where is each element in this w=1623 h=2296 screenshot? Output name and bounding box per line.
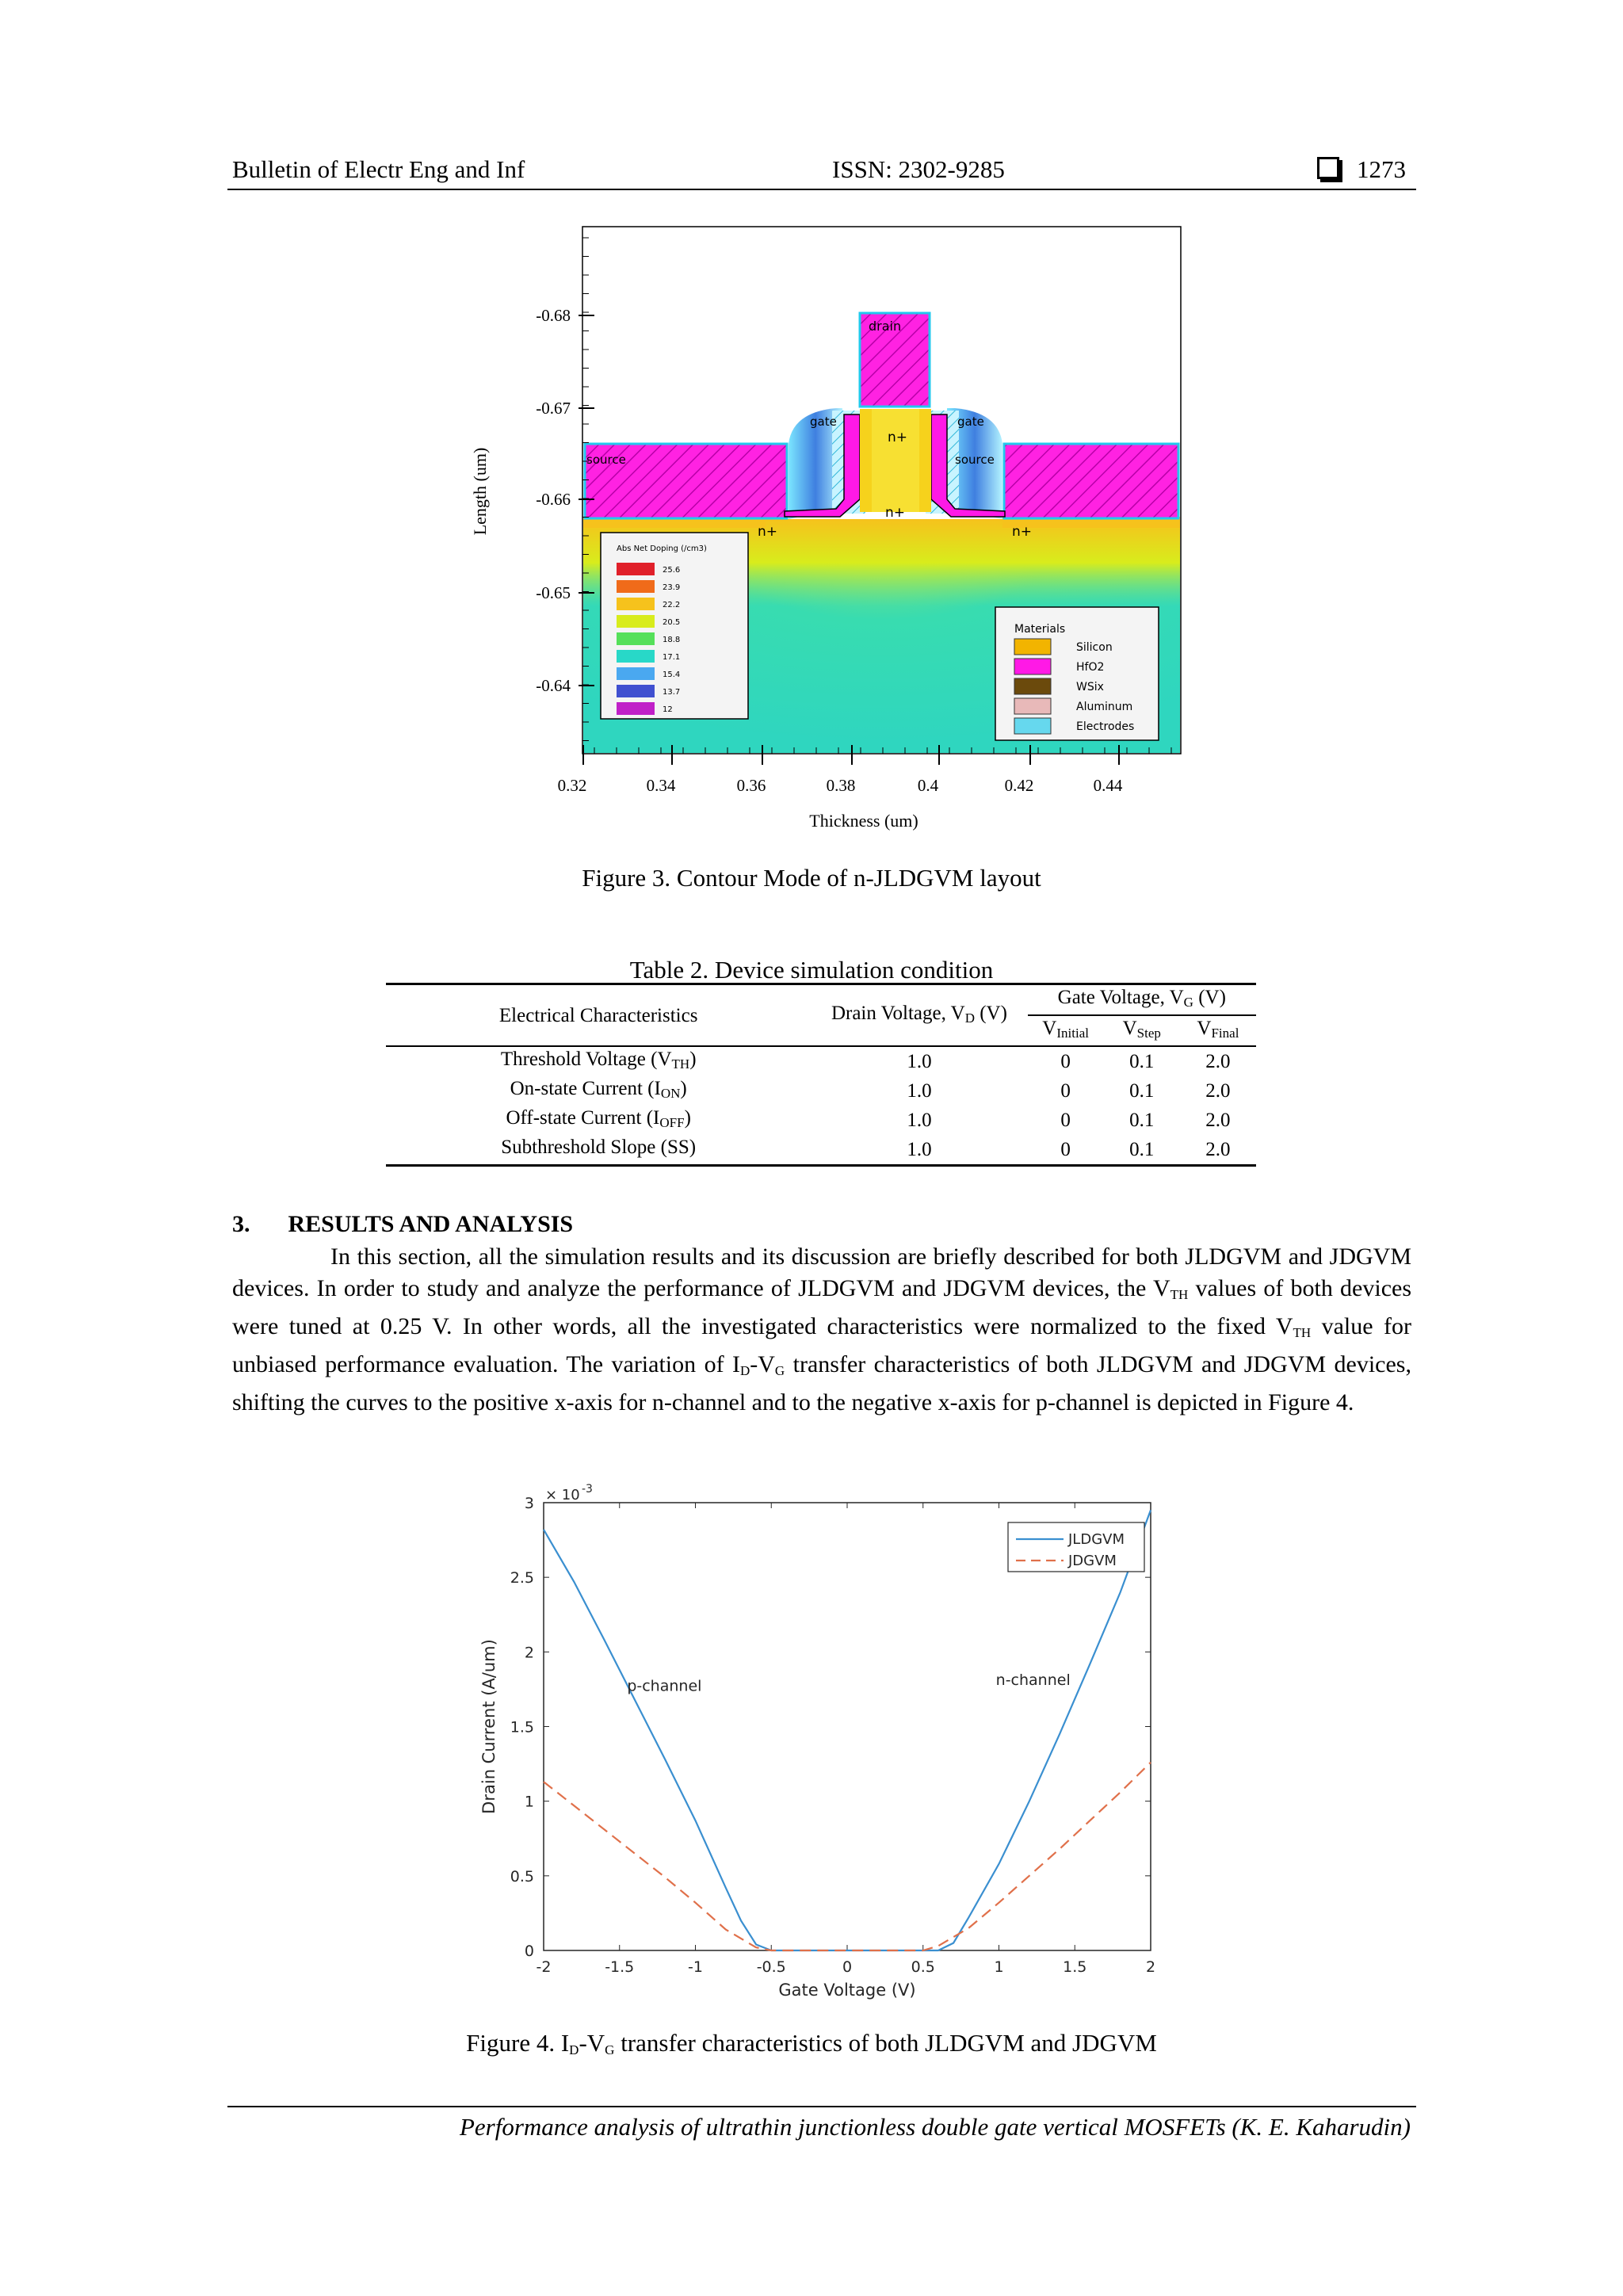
y-tick-label: 1	[524, 1793, 534, 1811]
th-v-initial: $V_{Initial}$	[1042, 1018, 1089, 1041]
row-vd: 1.0	[907, 1139, 932, 1160]
y-axis-label: Drain Current (A/um)	[479, 1639, 498, 1814]
doping-value: 20.5	[663, 618, 681, 627]
footer-text: Performance analysis of ultrathin junctionless double gate vertical MOSFETs (K. E. Kaharudin)	[459, 2113, 1411, 2141]
material-name: HfO2	[1076, 661, 1105, 674]
row-name: Subthreshold Slope (SS)	[501, 1137, 697, 1158]
y-tick-label: 3	[524, 1495, 534, 1512]
x-tick-label: 1	[994, 1958, 1004, 1976]
doping-swatch	[617, 702, 655, 715]
row-vd: 1.0	[907, 1110, 932, 1131]
fig3-y-tick-label: -0.67	[536, 399, 571, 418]
fig3-x-tick-label: 0.4	[917, 776, 939, 795]
doping-value: 18.8	[663, 636, 681, 644]
row-vi: 0	[1060, 1080, 1071, 1102]
doping-value: 13.7	[663, 688, 681, 697]
drain-label: drain	[869, 319, 902, 334]
y-tick-label: 0	[524, 1943, 534, 1960]
doping-legend	[601, 533, 748, 719]
page-number: 1273	[1357, 155, 1406, 183]
table-row	[386, 1106, 1256, 1135]
table-2	[386, 983, 1256, 1167]
th-electrical: Electrical Characteristics	[498, 1004, 698, 1026]
row-vi: 0	[1060, 1051, 1071, 1072]
x-tick-label: 0.5	[911, 1958, 935, 1976]
figure-4-chart	[471, 1480, 1176, 2011]
x-axis-label: Gate Voltage (V)	[778, 1981, 916, 2000]
source-right-region	[1004, 444, 1178, 518]
material-name: Silicon	[1076, 641, 1113, 654]
fig3-x-axis-label: Thickness (um)	[809, 811, 918, 831]
material-swatch	[1014, 718, 1051, 734]
legend-label: JLDGVM	[1068, 1531, 1125, 1548]
row-vf: 2.0	[1205, 1051, 1231, 1072]
source-right-label: source	[955, 453, 995, 467]
fig3-x-tick-label: 0.42	[1004, 776, 1034, 795]
doping-value: 12	[663, 705, 673, 714]
gate-right-label: gate	[957, 415, 984, 429]
material-swatch	[1014, 698, 1051, 714]
th-gate-voltage: Gate Voltage, $V_G$ (V)	[1028, 984, 1256, 1016]
materials-legend	[995, 607, 1159, 740]
row-vs: 0.1	[1129, 1110, 1155, 1131]
gate-left-label: gate	[810, 415, 837, 429]
x-tick-label: -2	[536, 1958, 552, 1976]
doping-swatch	[617, 598, 655, 610]
row-vs: 0.1	[1129, 1051, 1155, 1072]
x-tick-label: -0.5	[756, 1958, 786, 1976]
row-vd: 1.0	[907, 1080, 932, 1102]
annotation-n-channel: n-channel	[995, 1671, 1071, 1689]
row-vf: 2.0	[1205, 1139, 1231, 1160]
material-swatch	[1014, 678, 1051, 694]
doping-swatch	[617, 632, 655, 645]
header-rule	[227, 189, 1416, 190]
footer-rule	[227, 2106, 1416, 2107]
table-row	[386, 1076, 1256, 1106]
journal-name: Bulletin of Electr Eng and Inf	[232, 155, 525, 183]
row-name: Off-state Current $(I_{OFF})$	[506, 1107, 691, 1130]
row-vi: 0	[1060, 1110, 1071, 1131]
row-vs: 0.1	[1129, 1080, 1155, 1102]
issn: ISSN: 2302-9285	[832, 155, 1005, 183]
y-tick-label: 0.5	[510, 1867, 534, 1885]
doping-value: 17.1	[663, 653, 681, 662]
section-paragraph: In this section, all the simulation results and its discussion are briefly described for both JLDGVM and JDGVM devices. In order to study and analyze the performance of JLDGVM and JDGVM devices, the $V_{TH}$ values of both devices were tuned at 0.25 V. In other words, all the investigated characteristics were normalized to the fixed $V_{TH}$ value for unbiased performance evaluation. The variation of $I_D-V_G$ transfer characteristics of both JLDGVM and JDGVM devices, shifting the curves to the positive x-axis for n-channel and to the negative x-axis for p-channel is depicted in Figure 4.	[232, 1244, 1411, 1415]
page-number-wrap	[1317, 155, 1406, 184]
x-tick-label: 2	[1145, 1958, 1156, 1976]
doping-value: 23.9	[663, 583, 681, 592]
doping-legend-title: Abs Net Doping (/cm3)	[617, 544, 707, 553]
fig3-y-tick-label: -0.68	[536, 306, 571, 325]
section-heading: 3. RESULTS AND ANALYSIS	[232, 1211, 574, 1237]
y-exponent-power: -3	[582, 1483, 593, 1496]
annotation-p-channel: p-channel	[627, 1677, 702, 1695]
y-tick-label: 2	[524, 1644, 534, 1662]
fig3-x-tick-label: 0.44	[1093, 776, 1123, 795]
n-plus-label-left: n+	[758, 524, 778, 540]
table-row	[386, 1046, 1256, 1076]
figure-4-caption: Figure 4. $I_D-V_G$ transfer characteristics of both JLDGVM and JDGVM	[466, 2029, 1157, 2057]
row-vi: 0	[1060, 1139, 1071, 1160]
x-tick-label: 0	[842, 1958, 853, 1976]
row-vs: 0.1	[1129, 1139, 1155, 1160]
source-left-label: source	[586, 453, 626, 467]
doping-swatch	[617, 563, 655, 575]
fig3-x-tick-label: 0.32	[557, 776, 587, 795]
n-plus-label-mid: n+	[885, 505, 906, 521]
materials-legend-title: Materials	[1014, 623, 1066, 636]
material-swatch	[1014, 659, 1051, 674]
th-v-step: $V_{Step}$	[1122, 1018, 1161, 1041]
doping-swatch	[617, 615, 655, 628]
fig3-x-tick-label: 0.38	[826, 776, 856, 795]
table-2-caption: Table 2. Device simulation condition	[629, 956, 994, 984]
figure-3	[460, 222, 1189, 840]
row-vf: 2.0	[1205, 1110, 1231, 1131]
doping-swatch	[617, 580, 655, 593]
doping-swatch	[617, 650, 655, 663]
fig3-x-tick-label: 0.34	[646, 776, 676, 795]
fig3-x-tick-label: 0.36	[736, 776, 766, 795]
doping-swatch	[617, 685, 655, 697]
figure-3-caption: Figure 3. Contour Mode of n-JLDGVM layout	[582, 864, 1041, 892]
table-row	[386, 1135, 1256, 1166]
y-tick-label: 2.5	[510, 1569, 534, 1587]
row-vd: 1.0	[907, 1051, 932, 1072]
doping-swatch	[617, 667, 655, 680]
x-tick-label: 1.5	[1063, 1958, 1087, 1976]
material-swatch	[1014, 639, 1051, 655]
row-name: Threshold Voltage $(V_{TH})$	[500, 1049, 697, 1072]
doping-value: 25.6	[663, 566, 681, 575]
n-plus-label-top: n+	[888, 430, 908, 445]
row-name: On-state Current $(I_{ON})$	[510, 1078, 687, 1101]
doping-value: 22.2	[663, 601, 681, 609]
material-name: WSix	[1076, 681, 1104, 693]
fig3-y-tick-label: -0.66	[536, 490, 571, 509]
y-tick-label: 1.5	[510, 1718, 534, 1736]
row-vf: 2.0	[1205, 1080, 1231, 1102]
doping-value: 15.4	[663, 670, 681, 679]
n-plus-label-right: n+	[1012, 524, 1033, 540]
material-name: Aluminum	[1076, 701, 1133, 713]
chart-legend	[1008, 1522, 1144, 1572]
fig3-y-axis-label: Length (um)	[470, 447, 490, 536]
th-drain-voltage: Drain Voltage, $V_D$ (V)	[831, 1002, 1007, 1026]
material-name: Electrodes	[1076, 720, 1135, 733]
x-tick-label: -1.5	[605, 1958, 635, 1976]
box-icon	[1317, 157, 1339, 179]
x-tick-label: -1	[688, 1958, 703, 1976]
fig3-y-tick-label: -0.65	[536, 583, 571, 602]
fig3-y-tick-label: -0.64	[536, 676, 571, 695]
th-v-final: $V_{Final}$	[1197, 1018, 1239, 1041]
y-exponent: × 10	[545, 1487, 580, 1503]
legend-label: JDGVM	[1068, 1553, 1117, 1569]
